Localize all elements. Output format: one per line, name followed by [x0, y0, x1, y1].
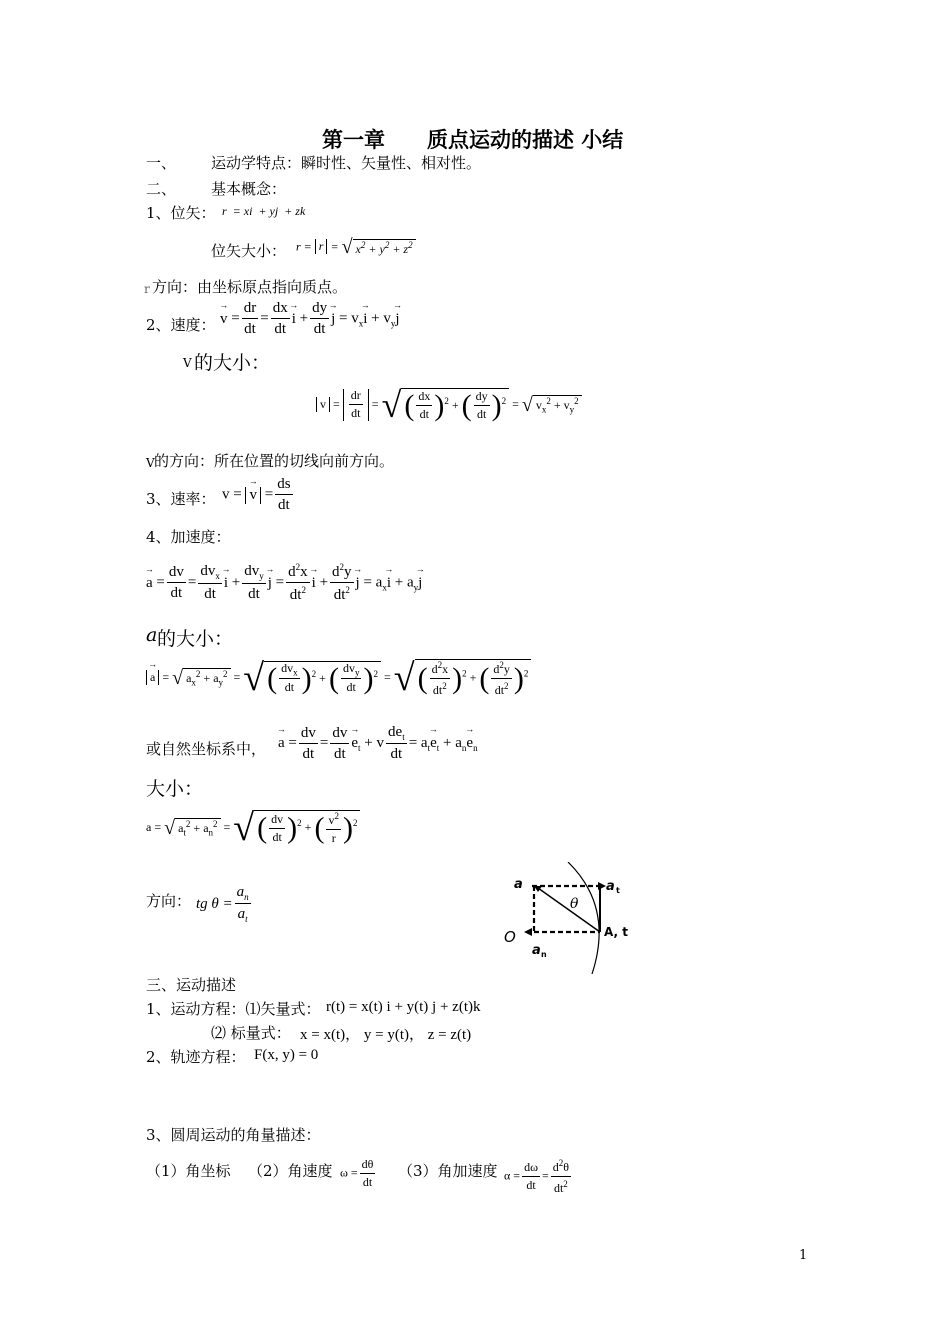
acceleration-magnitude-mark: a — [146, 624, 158, 646]
motion-equation-scalar-label: ⑵ 标量式： — [211, 1024, 291, 1042]
position-direction-text: 方向：由坐标原点指向质点。 — [152, 278, 348, 296]
size-label: 大小： — [146, 778, 204, 800]
acceleration-diagram — [496, 862, 634, 974]
label-theta: θ — [570, 896, 579, 912]
motion-equation-scalar: x = x(t)， y = y(t)， z = z(t) — [300, 1027, 472, 1043]
trajectory-arc — [568, 862, 599, 974]
page-title: 第一章 质点运动的描述 小结 — [322, 128, 624, 152]
section-1-text: 运动学特点：瞬时性、矢量性、相对性。 — [211, 154, 482, 172]
section-2-number: 二、 — [146, 180, 177, 198]
label-at: a — [606, 879, 615, 894]
trajectory-label: 2、轨迹方程： — [146, 1048, 246, 1066]
velocity-magnitude-mark: V — [183, 356, 192, 370]
section-2-text: 基本概念： — [211, 180, 287, 198]
an-arrowhead — [524, 928, 532, 936]
angular-coordinate-label: （1）角坐标 — [146, 1162, 231, 1180]
acceleration-equation: → a = $\frac{dv}{dt}$ = $\frac{dv_x}{dt}$ → i + $\frac{dv_y}{dt}$ → j = $\frac{d^2x}{dt^2}$ → i + $\frac{d^2y}{dt^2}$ → $j = a_x\to i + a_y\to j$ — [146, 562, 422, 605]
velocity-equation: → v = $\frac{dr}{dt}$ = $\frac{dx}{dt}$ → i + $\frac{dy}{dt}$ → $j = v_x\to i + v_y\to j$ — [220, 300, 400, 339]
angular-velocity-label: （2）角速度 — [248, 1162, 333, 1180]
motion-equation-vector: r(t) = x(t) i + y(t) j + z(t)k — [326, 999, 481, 1015]
label-at-sub: t — [616, 886, 620, 895]
label-a: a — [514, 877, 523, 892]
label-point: A, t — [604, 925, 628, 939]
position-vector-label: 1、位矢： — [146, 204, 216, 222]
speed-equation: v = → v = $\frac{ds}{dt}$ — [222, 476, 295, 515]
trajectory-equation: F(x, y) = 0 — [254, 1047, 319, 1063]
label-an: a — [532, 943, 541, 958]
label-an-sub: n — [541, 950, 547, 959]
page-number: 1 — [799, 1248, 808, 1263]
direction-equation: tg θ = $\frac{a_n}{a_t}$ — [196, 884, 249, 925]
velocity-direction-mark: V — [146, 456, 155, 470]
motion-equation-label: 1、运动方程：⑴矢量式： — [146, 1000, 321, 1018]
speed-label: 3、速率： — [146, 490, 216, 508]
label-origin: O — [504, 928, 516, 946]
velocity-magnitude-label: 的大小： — [194, 352, 271, 374]
acceleration-label: 4、加速度： — [146, 528, 231, 546]
acceleration-magnitude-equation: → a = √ $a_x^2 + a_y^2$ = √ ( $\frac{dv_x}{dt}$ )$^2$ + ( $\frac{dv_y}{dt}$ )$^2$ = √ ( $\frac{d^2x}{dt^2}$ )$^2$ + ( $\frac{d^2y}{dt^2}$ )$^2$ — [146, 656, 531, 700]
angular-acceleration-label: （3）角加速度 — [398, 1162, 498, 1180]
direction-label: 方向： — [146, 892, 192, 910]
position-magnitude-equation: r = r = √ $x^2 + y^2 + z^2$ — [296, 236, 416, 259]
angular-acceleration-equation: α = $\frac{d\omega}{dt}$ = $\frac{d^2\theta}{dt^2}$ — [504, 1158, 569, 1195]
angular-velocity-equation: ω = $\frac{d\theta}{dt}$ — [340, 1157, 374, 1189]
acceleration-magnitude-label: 的大小： — [157, 628, 234, 650]
natural-magnitude-equation: a = √ $a_t^2 + a_n^2$ = √ ( $\frac{dv}{dt}$ )$^2$ + ( $\frac{v^2}{r}$ )$^2$ — [146, 806, 360, 850]
natural-coords-equation: → a = $\frac{dv}{dt}$ = $\frac{dv}{dt}$ → $e_t + v$ $\frac{de_t}{dt}$ = $a_t\to e_t + a_n\to e_n$ — [278, 724, 478, 764]
circular-motion-label: 3、圆周运动的角量描述： — [146, 1126, 321, 1144]
natural-coords-label: 或自然坐标系中， — [146, 740, 267, 758]
velocity-magnitude-equation: v = $\frac{dr}{dt}$ = √ ( $\frac{dx}{dt}$ )$^2$ + ( $\frac{dy}{dt}$ )$^2$ = √ $v_x^2 + v_y^2$ — [316, 384, 582, 426]
a-arrowhead — [534, 886, 542, 892]
section-1-number: 一、 — [146, 154, 177, 172]
position-magnitude-label: 位矢大小： — [211, 242, 287, 260]
velocity-direction-text: 的方向：所在位置的切线向前方向。 — [154, 452, 395, 470]
section-3-heading: 三、运动描述 — [146, 976, 237, 994]
position-vector-equation: r = xi + yj + zk — [222, 204, 306, 218]
velocity-label: 2、速度： — [146, 316, 216, 334]
position-direction-mark: r — [144, 282, 150, 296]
